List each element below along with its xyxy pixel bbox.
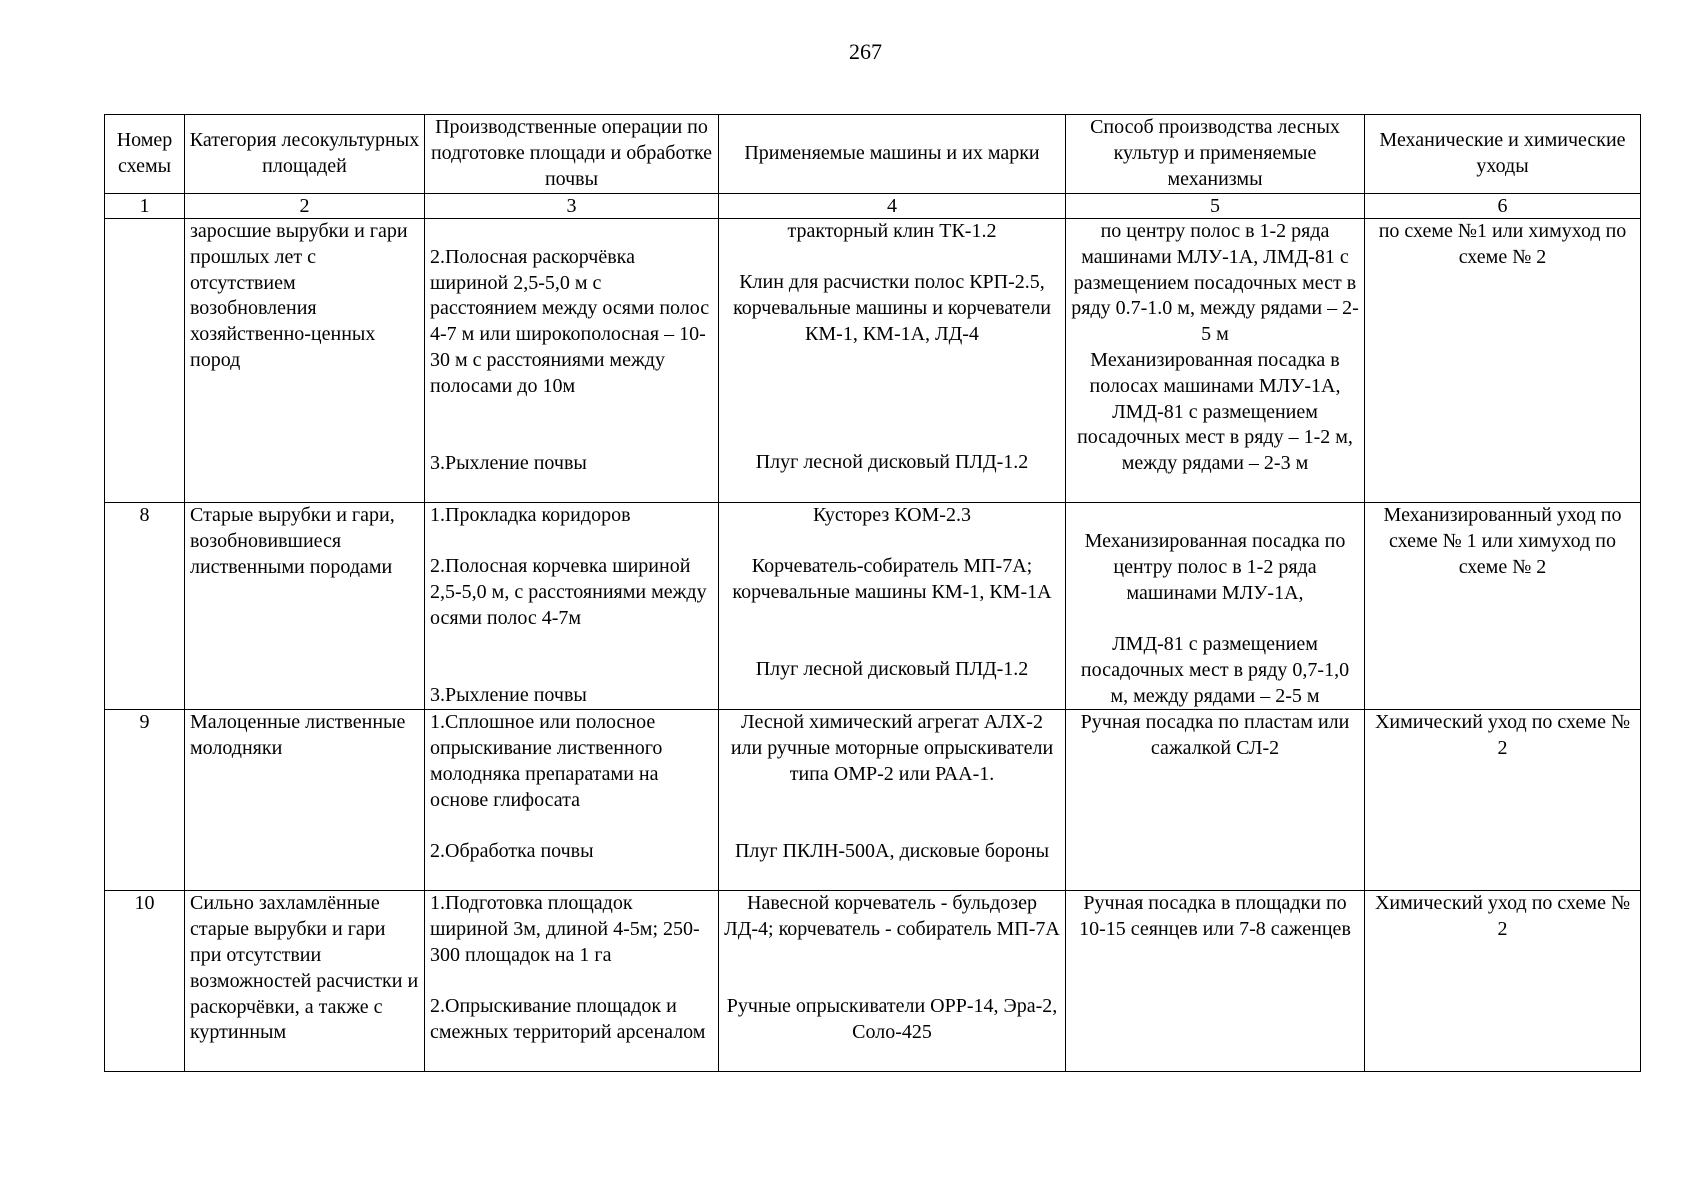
column-number: 5 bbox=[1066, 194, 1365, 219]
machines-cell bbox=[719, 891, 1066, 1072]
method-cell bbox=[1066, 219, 1365, 503]
column-number: 6 bbox=[1365, 194, 1641, 219]
table-row bbox=[105, 891, 1641, 1072]
machine-item: Кусторез КОМ-2.3 bbox=[813, 504, 971, 526]
method-item: Ручная посадка по пластам или сажалкой СЛ-2 bbox=[1080, 711, 1355, 760]
header-scheme-number: Номер схемы bbox=[105, 115, 185, 194]
header-machines: Применяемые машины и их марки bbox=[719, 115, 1066, 194]
method-cell bbox=[1066, 891, 1365, 1072]
operation-item: 2.Полосная корчевка шириной 2,5-5,0 м, с расстояниями между осями полос 4-7м bbox=[430, 555, 712, 629]
column-number: 4 bbox=[719, 194, 1066, 219]
operations-cell bbox=[425, 503, 719, 710]
operations-cell bbox=[425, 891, 719, 1072]
method-cell bbox=[1066, 503, 1365, 710]
category-cell: Сильно захламлённые старые вырубки и гари при отсутствии возможностей расчистки и раскорчёвки, а также с куртинным bbox=[185, 891, 425, 1072]
method-item: Механизированная посадка по центру полос в 1-2 ряда машинами МЛУ-1А, bbox=[1084, 530, 1351, 604]
forest-culture-table bbox=[104, 114, 1641, 1072]
column-number: 2 bbox=[185, 194, 425, 219]
table-row bbox=[105, 503, 1641, 710]
operations-cell bbox=[425, 219, 719, 503]
table-row bbox=[105, 219, 1641, 503]
operation-item: 2.Опрыскивание площадок и смежных территорий арсеналом bbox=[430, 995, 706, 1044]
machine-item: тракторный клин ТК-1.2 bbox=[787, 220, 997, 242]
scheme-number-cell bbox=[105, 219, 185, 503]
header-row bbox=[105, 115, 1641, 194]
category-cell: Старые вырубки и гари, возобновившиеся лиственными породами bbox=[185, 503, 425, 710]
method-item: Ручная посадка в площадки по 10-15 сеянцев или 7-8 саженцев bbox=[1079, 892, 1352, 941]
column-number-row bbox=[105, 194, 1641, 219]
machine-item: Ручные опрыскиватели ОРР-14, Эра-2, Соло-425 bbox=[726, 995, 1063, 1044]
machines-cell bbox=[719, 710, 1066, 891]
operation-item: 1.Подготовка площадок шириной 3м, длиной 4-5м; 250-300 площадок на 1 га bbox=[430, 892, 700, 966]
machine-item: Плуг лесной дисковый ПЛД-1.2 bbox=[755, 658, 1029, 680]
operations-cell bbox=[425, 710, 719, 891]
care-cell: Химический уход по схеме № 2 bbox=[1365, 891, 1641, 1072]
scheme-number-cell: 10 bbox=[105, 891, 185, 1072]
machines-cell bbox=[719, 219, 1066, 503]
table-row bbox=[105, 710, 1641, 891]
machine-item: Плуг лесной дисковый ПЛД-1.2 bbox=[755, 451, 1029, 473]
method-item: ЛМД-81 с размещением посадочных мест в ряду 0,7-1,0 м, между рядами – 2-5 м bbox=[1080, 633, 1355, 707]
operation-item: 3.Рыхление почвы bbox=[430, 451, 587, 474]
page-number: 267 bbox=[849, 39, 882, 64]
method-cell bbox=[1066, 710, 1365, 891]
scheme-number-cell: 8 bbox=[105, 503, 185, 710]
spacer bbox=[1071, 503, 1359, 529]
operation-item: 2.Полосная раскорчёвка шириной 2,5-5,0 м с расстоянием между осями полос 4-7 м или широкополосная – 10-30 м с расстояниями между полосами до 10м bbox=[430, 245, 715, 397]
operation-item: 1.Прокладка коридоров bbox=[430, 504, 631, 526]
column-number: 1 bbox=[105, 194, 185, 219]
machine-item: Лесной химический агрегат АЛХ-2 или ручные моторные опрыскиватели типа ОМР-2 или РАА-1. bbox=[730, 711, 1059, 785]
method-item: по центру полос в 1-2 ряда машинами МЛУ-1А, ЛМД-81 с размещением посадочных мест в ряду 0.7-1.0 м, между рядами – 2-5 м bbox=[1071, 220, 1362, 346]
header-operations: Производственные операции по подготовке площади и обработке почвы bbox=[425, 115, 719, 194]
header-category: Категория лесокультурных площадей bbox=[185, 115, 425, 194]
category-cell: Малоценные лиственные молодняки bbox=[185, 710, 425, 891]
machines-cell bbox=[719, 503, 1066, 710]
machine-item: Плуг ПКЛН-500А, дисковые бороны bbox=[734, 840, 1050, 863]
machine-item: Навесной корчеватель - бульдозер ЛД-4; корчеватель - собиратель МП-7А bbox=[724, 892, 1060, 941]
care-cell: по схеме №1 или химуход по схеме № 2 bbox=[1365, 219, 1641, 503]
method-item: Механизированная посадка в полосах машинами МЛУ-1А, ЛМД-81 с размещением посадочных мест в ряду – 1-2 м, между рядами – 2-3 м bbox=[1077, 348, 1358, 475]
machine-item: Клин для расчистки полос КРП-2.5, корчевальные машины и корчеватели КМ-1, КМ-1А, ЛД-4 bbox=[733, 271, 1056, 345]
header-care: Механические и химические уходы bbox=[1365, 115, 1641, 194]
header-method: Способ производства лесных культур и применяемые механизмы bbox=[1066, 115, 1365, 194]
machine-item: Корчеватель-собиратель МП-7А; корчевальные машины КМ-1, КМ-1А bbox=[732, 555, 1052, 603]
scheme-number-cell: 9 bbox=[105, 710, 185, 891]
category-cell: заросшие вырубки и гари прошлых лет с отсутствием возобновления хозяйственно-ценных пород bbox=[185, 219, 425, 503]
column-number: 3 bbox=[425, 194, 719, 219]
operation-item: 2.Обработка почвы bbox=[430, 840, 594, 863]
operation-item: 3.Рыхление почвы bbox=[430, 684, 587, 706]
care-cell: Химический уход по схеме № 2 bbox=[1365, 710, 1641, 891]
operation-item bbox=[430, 219, 713, 245]
operation-item: 1.Сплошное или полосное опрыскивание лиственного молодняка препаратами на основе глифосата bbox=[430, 711, 668, 811]
care-cell: Механизированный уход по схеме № 1 или химуход по схеме № 2 bbox=[1365, 503, 1641, 710]
